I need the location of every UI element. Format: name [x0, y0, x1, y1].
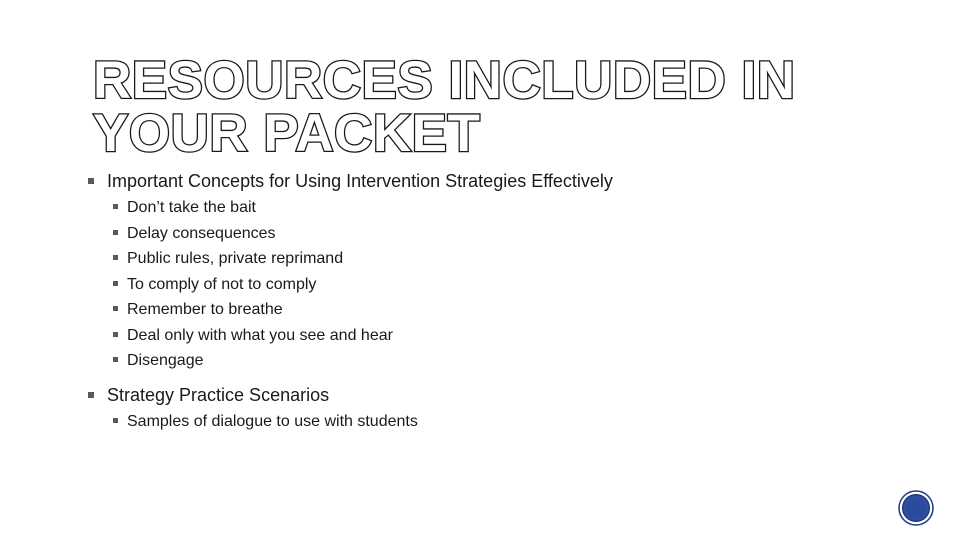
slide-content	[88, 168, 908, 434]
bullet-heading-scenarios: Strategy Practice Scenarios	[107, 384, 330, 405]
sub-bullet-list	[88, 195, 908, 374]
sub-bullet-text: Deal only with what you see and hear	[127, 326, 393, 344]
sub-bullet-item	[88, 272, 908, 298]
square-bullet-icon	[113, 418, 118, 423]
bullet-heading-concepts: Important Concepts for Using Intervention Strategies Effectively	[107, 171, 613, 191]
square-bullet-icon	[113, 306, 118, 311]
square-bullet-icon	[113, 281, 118, 286]
sub-bullet-item	[88, 221, 908, 247]
sub-bullet-text: Delay consequences	[127, 224, 276, 242]
slide-title: RESOURCES INCLUDED IN YOUR PACKET	[93, 51, 796, 163]
sub-bullet-item	[88, 323, 908, 349]
sub-bullet-list	[88, 409, 908, 435]
sub-bullet-item	[88, 409, 908, 435]
square-bullet-icon	[113, 230, 118, 235]
bullet-group-scenarios	[88, 382, 908, 435]
square-bullet-icon	[113, 204, 118, 209]
sub-bullet-item	[88, 297, 908, 323]
bullet-level1	[88, 168, 908, 194]
square-bullet-icon	[88, 178, 94, 184]
sub-bullet-item	[88, 246, 908, 272]
sub-bullet-text: Samples of dialogue to use with students	[127, 412, 418, 430]
circle-badge-icon	[898, 490, 934, 526]
square-bullet-icon	[88, 392, 94, 398]
bullet-level1	[88, 382, 908, 408]
square-bullet-icon	[113, 332, 118, 337]
sub-bullet-item	[88, 195, 908, 221]
sub-bullet-text: Don’t take the bait	[127, 199, 256, 216]
sub-bullet-text: To comply of not to comply	[127, 275, 317, 293]
sub-bullet-text: Remember to breathe	[127, 301, 283, 318]
sub-bullet-text: Public rules, private reprimand	[127, 250, 344, 267]
square-bullet-icon	[113, 255, 118, 260]
square-bullet-icon	[113, 357, 118, 362]
sub-bullet-item	[88, 348, 908, 374]
sub-bullet-text: Disengage	[127, 352, 204, 369]
bullet-group-concepts	[88, 168, 908, 374]
